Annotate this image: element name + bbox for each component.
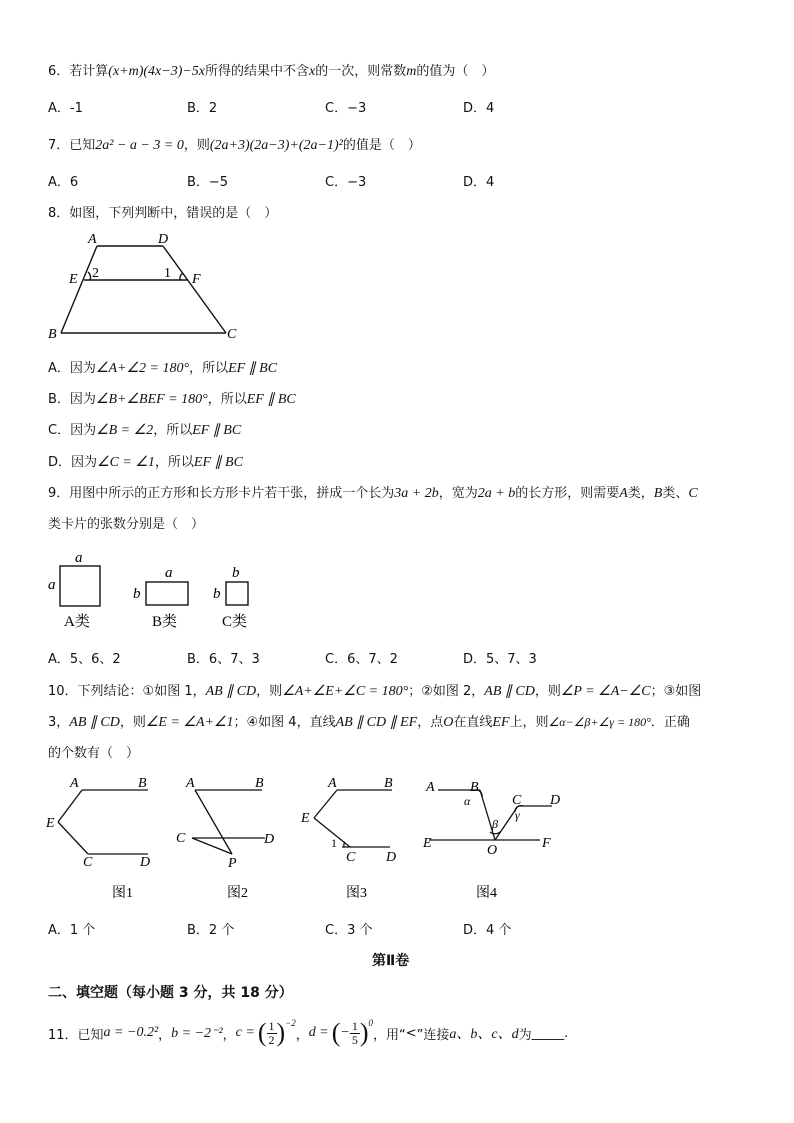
card-a-caption: A类	[64, 614, 90, 630]
fig3-caption: 图3	[346, 886, 367, 901]
q9-option-b[interactable]: B．6、7、3	[187, 652, 260, 667]
q10-option-c[interactable]: C．3 个	[325, 923, 373, 938]
card-c-side-label: b	[213, 586, 221, 602]
q7-option-b[interactable]: B．−5	[187, 175, 229, 190]
q11-answer-blank[interactable]: _____	[531, 1025, 565, 1041]
q10-stem-line1: 10．下列结论：①如图 1，AB ∥ CD，则∠A+∠E+∠C = 180°；②如图 2，AB ∥ CD，则∠P = ∠A−∠C；③如图	[48, 684, 702, 699]
fig4-angle-beta: β	[492, 817, 498, 831]
q6-option-b[interactable]: B．2	[187, 101, 218, 116]
card-b-rectangle	[146, 582, 188, 605]
card-b-side-label: b	[133, 586, 141, 602]
fig4-label-c: C	[512, 793, 522, 808]
q8-label-e: E	[69, 272, 78, 287]
fig4-label-a: A	[426, 780, 435, 795]
q7-option-c[interactable]: C．−3	[325, 175, 367, 190]
q8-angle-1: 1	[164, 266, 171, 281]
q8-stem: 8．如图，下列判断中，错误的是（ ）	[48, 206, 278, 221]
fig3-label-d: D	[386, 850, 397, 865]
card-c-square	[226, 582, 248, 605]
q7-option-a[interactable]: A．6	[48, 175, 79, 190]
fig4-label-o: O	[487, 843, 498, 858]
q6-option-d[interactable]: D．4	[463, 101, 495, 116]
q8-option-c[interactable]: C．因为∠B = ∠2，所以EF ∥ BC	[48, 423, 242, 438]
fig3-label-a: A	[328, 776, 337, 791]
card-a-square	[60, 566, 100, 606]
q11-stem: 11．已知 a = −0.2² ， b = −2⁻² ， c = ( 1 2 ) $^{-2}$ ， d = ( − $\frac{1}{5}$ ) $^0$ ，用“ < ”连接 a、b、c、d 为 _____ .	[48, 1018, 569, 1047]
q7-option-d[interactable]: D．4	[463, 175, 495, 190]
fig2-label-c: C	[176, 831, 186, 846]
section2-title: 二、填空题（每小题 3 分，共 18 分）	[48, 985, 293, 1001]
q8-label-a: A	[88, 232, 97, 247]
card-c-top-label: b	[232, 565, 240, 581]
fig1-label-b: B	[138, 776, 147, 791]
q11-d-fraction: ( − $\frac{1}{5}$ ) $^0$	[331, 1018, 374, 1047]
fig3-label-e: E	[301, 811, 310, 826]
q8-label-c: C	[227, 327, 237, 342]
fig4-label-f: F	[542, 836, 551, 851]
fig4-caption: 图4	[476, 886, 497, 901]
q9-option-d[interactable]: D．5、7、3	[463, 652, 537, 667]
q8-label-f: F	[192, 272, 201, 287]
q11-c-fraction: ( 1 2 ) $^{-2}$	[257, 1018, 296, 1047]
q10-option-b[interactable]: B．2 个	[187, 923, 235, 938]
fig1-label-a: A	[70, 776, 79, 791]
q8-angle-2: 2	[92, 266, 99, 281]
q9-option-a[interactable]: A．5、6、2	[48, 652, 121, 667]
q8-label-d: D	[158, 232, 169, 247]
card-b-top-label: a	[165, 565, 173, 581]
fig2-label-b: B	[255, 776, 264, 791]
fig1-label-e: E	[46, 816, 55, 831]
fig3-angle-1: 1	[331, 836, 337, 850]
fig2-label-p: P	[228, 856, 237, 871]
q10-option-a[interactable]: A．1 个	[48, 923, 96, 938]
card-a-side-label: a	[48, 577, 56, 593]
q8-label-b: B	[48, 327, 57, 342]
fig2-caption: 图2	[227, 886, 248, 901]
fig3-label-c: C	[346, 850, 356, 865]
fig1-caption: 图1	[112, 886, 133, 901]
fig2-label-d: D	[264, 832, 275, 847]
q9-option-c[interactable]: C．6、7、2	[325, 652, 398, 667]
q6-option-c[interactable]: C．−3	[325, 101, 367, 116]
q7-stem: 7．已知2a² − a − 3 = 0，则(2a+3)(2a−3)+(2a−1)²的值是（ ）	[48, 138, 421, 153]
q8-option-a[interactable]: A．因为∠A+∠2 = 180°，所以EF ∥ BC	[48, 361, 278, 376]
q8-option-b[interactable]: B．因为∠B+∠BEF = 180°，所以EF ∥ BC	[48, 392, 296, 407]
fig4-label-e: E	[423, 836, 432, 851]
card-b-caption: B类	[152, 614, 178, 630]
q10-stem-line2: 3，AB ∥ CD，则∠E = ∠A+∠1；④如图 4，直线AB ∥ CD ∥ EF，点O在直线EF上，则∠α−∠β+∠γ = 180°．正确	[48, 715, 690, 730]
fig1-label-d: D	[140, 855, 151, 870]
fig1-label-c: C	[83, 855, 93, 870]
fig4-angle-gamma: γ	[515, 808, 520, 822]
q6-stem: 6．若计算(x+m)(4x−3)−5x所得的结果中不含x的一次，则常数m的值为（ ）	[48, 64, 495, 79]
q8-trapezoid-figure	[40, 226, 250, 344]
card-c-caption: C类	[222, 614, 248, 630]
q9-stem-line2: 类卡片的张数分别是（ ）	[48, 517, 205, 532]
q6-expression: (x+m)(4x−3)−5x	[108, 64, 206, 79]
fig4-label-b: B	[470, 780, 479, 795]
q8-option-d[interactable]: D．因为∠C = ∠1，所以EF ∥ BC	[48, 455, 243, 470]
q10-stem-line3: 的个数有（ ）	[48, 746, 140, 761]
q10-figures	[40, 770, 580, 905]
q6-option-a[interactable]: A．-1	[48, 101, 83, 116]
part2-title: 第Ⅱ卷	[372, 953, 410, 969]
q10-option-d[interactable]: D．4 个	[463, 923, 512, 938]
q9-cards-figure	[44, 548, 264, 634]
fig2-label-a: A	[186, 776, 195, 791]
q9-stem-line1: 9．用图中所示的正方形和长方形卡片若干张，拼成一个长为3a + 2b，宽为2a + b的长方形，则需要A类，B类、C	[48, 486, 698, 501]
fig3-label-b: B	[384, 776, 393, 791]
card-a-top-label: a	[75, 550, 83, 566]
fig4-label-d: D	[550, 793, 561, 808]
fig4-angle-alpha: α	[464, 794, 471, 808]
